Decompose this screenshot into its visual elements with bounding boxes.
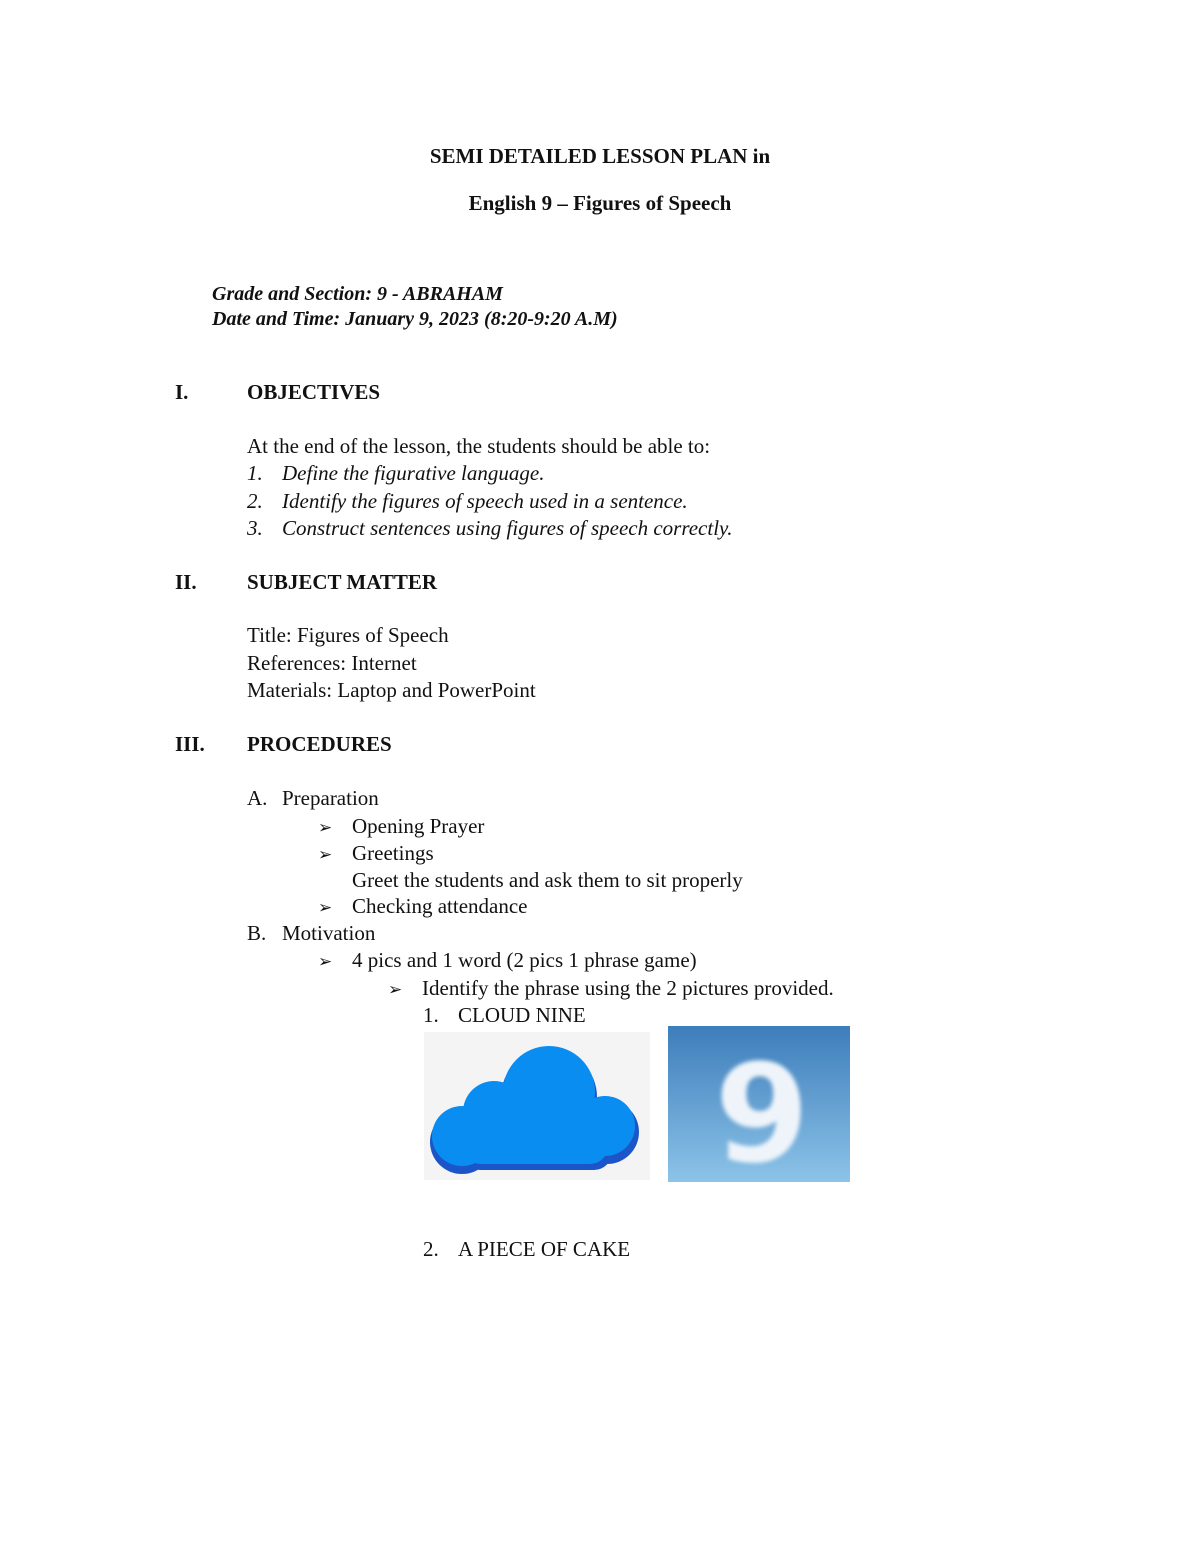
subject-references-line: References: Internet — [247, 651, 417, 675]
cloud-nine-digit: 9 — [714, 1036, 810, 1182]
sub-bullet-item — [388, 976, 834, 1001]
section-number-subject: II. — [175, 570, 197, 594]
bullet-item — [318, 814, 484, 839]
section-title-objectives: OBJECTIVES — [247, 380, 381, 404]
procedure-a-letter: A. — [247, 786, 268, 810]
title-line-1: SEMI DETAILED LESSON PLAN in — [429, 144, 771, 168]
bullet-item — [318, 894, 528, 919]
section-number-objectives: I. — [175, 380, 189, 404]
objective-item — [247, 516, 732, 541]
objectives-intro: At the end of the lesson, the students should be able to: — [247, 434, 711, 458]
objective-text: Construct sentences using figures of speech correctly. — [282, 516, 733, 540]
objective-number: 1. — [247, 461, 263, 485]
bullet-text: Checking attendance — [352, 894, 528, 918]
cloud-picture — [424, 1032, 650, 1180]
section-number-procedures: III. — [175, 732, 205, 756]
procedure-b-letter: B. — [247, 921, 267, 945]
section-title-procedures: PROCEDURES — [247, 732, 392, 756]
phrase-number: 2. — [423, 1237, 439, 1261]
procedure-b — [247, 921, 375, 946]
bullet-text: 4 pics and 1 word (2 pics 1 phrase game) — [352, 948, 697, 972]
procedure-a — [247, 786, 379, 811]
date-time: Date and Time: January 9, 2023 (8:20-9:20 A.M) — [212, 308, 618, 330]
procedure-b-label: Motivation — [282, 921, 376, 945]
bullet-text: Opening Prayer — [352, 814, 485, 838]
phrase-item — [423, 1003, 586, 1028]
arrow-bullet-icon: ➢ — [318, 845, 333, 865]
phrase-number: 1. — [423, 1003, 439, 1027]
objective-item — [247, 461, 544, 486]
section-title-subject: SUBJECT MATTER — [247, 570, 438, 594]
grade-section: Grade and Section: 9 - ABRAHAM — [212, 283, 503, 305]
subject-title-line: Title: Figures of Speech — [247, 623, 449, 647]
objective-item — [247, 489, 688, 514]
subject-materials-line: Materials: Laptop and PowerPoint — [247, 678, 536, 702]
bullet-item — [318, 948, 697, 973]
bullet-text: Greetings — [352, 841, 434, 865]
sub-bullet-text: Identify the phrase using the 2 pictures provided. — [422, 976, 834, 1000]
arrow-bullet-icon: ➢ — [388, 980, 403, 1000]
bullet-item — [318, 841, 434, 866]
objective-number: 2. — [247, 489, 263, 513]
phrase-text: A PIECE OF CAKE — [458, 1237, 631, 1261]
phrase-text: CLOUD NINE — [458, 1003, 586, 1027]
arrow-bullet-icon: ➢ — [318, 818, 333, 838]
objective-text: Define the figurative language. — [282, 461, 545, 485]
objective-text: Identify the figures of speech used in a sentence. — [282, 489, 688, 513]
title-line-2: English 9 – Figures of Speech — [468, 191, 732, 215]
sky-nine-picture — [668, 1026, 850, 1182]
phrase-item — [423, 1237, 630, 1262]
procedure-a-label: Preparation — [282, 786, 379, 810]
greetings-note: Greet the students and ask them to sit properly — [352, 868, 743, 892]
arrow-bullet-icon: ➢ — [318, 898, 333, 918]
arrow-bullet-icon: ➢ — [318, 952, 333, 972]
objective-number: 3. — [247, 516, 263, 540]
